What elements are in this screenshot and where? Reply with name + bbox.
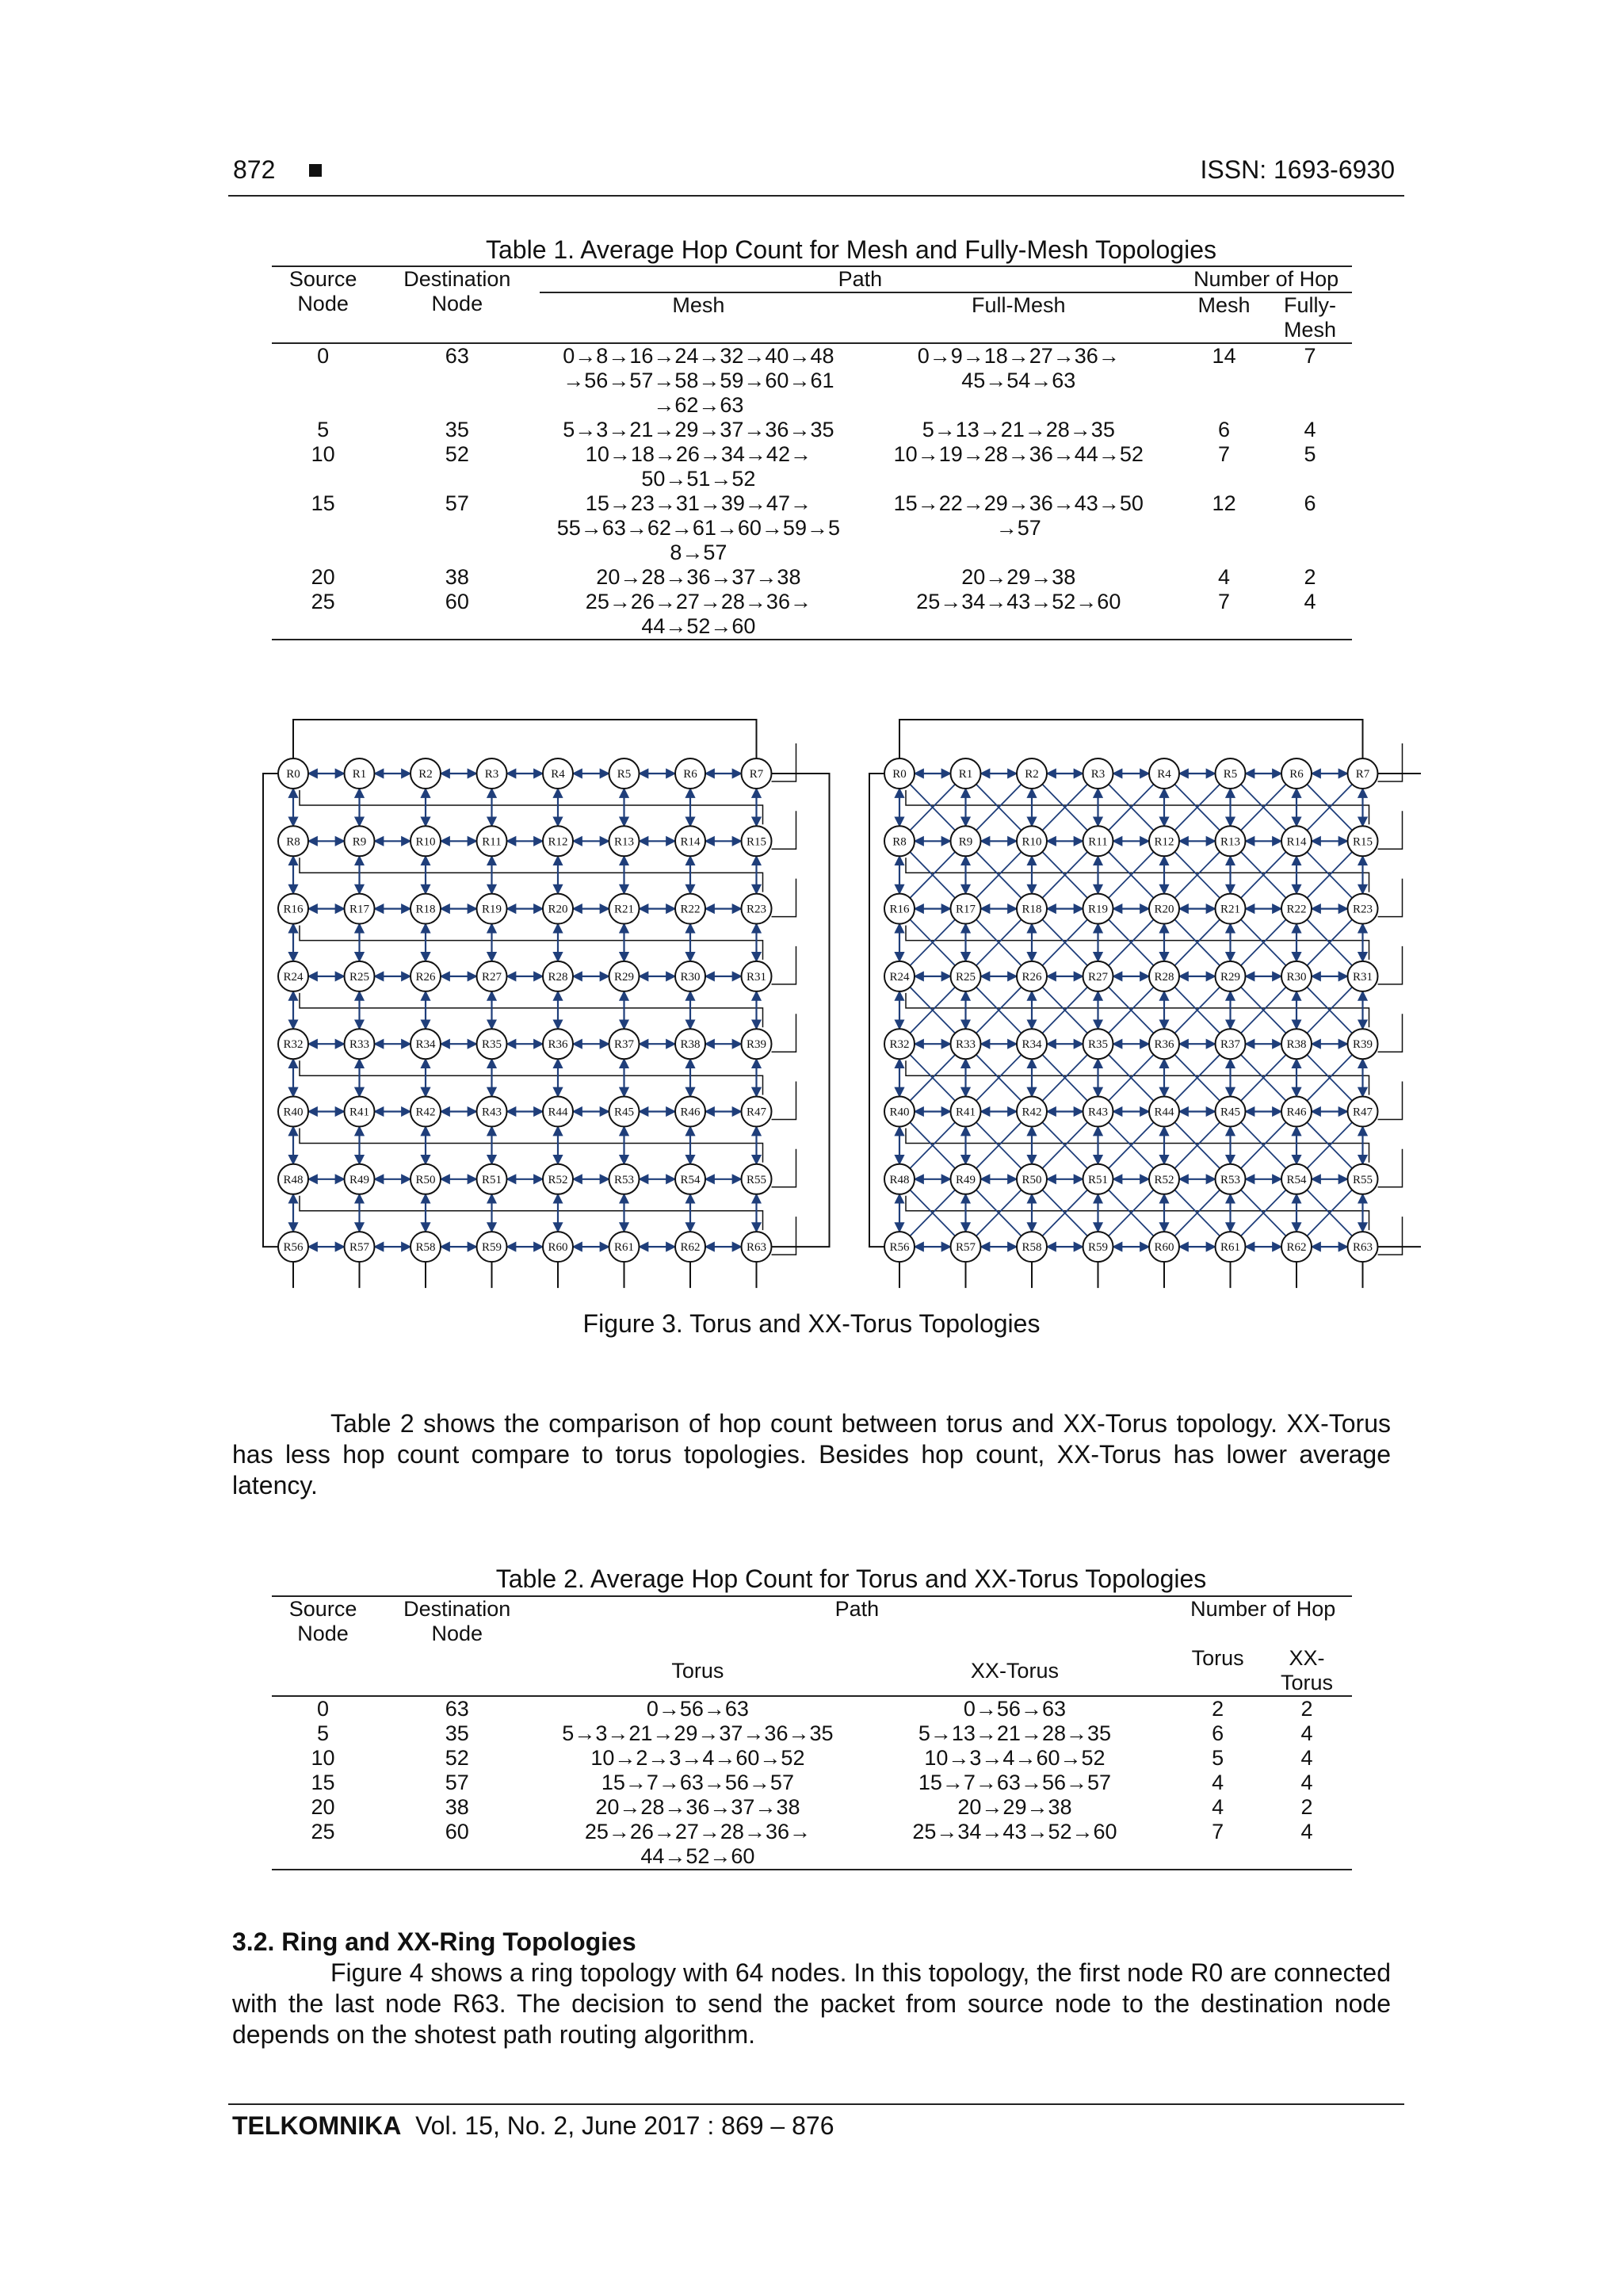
router-node-label: R9	[352, 835, 367, 849]
router-node-label: R54	[680, 1173, 701, 1186]
cell-source: 5	[317, 1721, 330, 1745]
footer	[232, 2111, 834, 2141]
router-node-label: R38	[680, 1038, 701, 1052]
wraparound-link-left	[263, 774, 278, 1247]
router-node-label: R44	[1154, 1106, 1174, 1119]
router-node-label: R20	[1154, 903, 1174, 916]
cell-destination: 38	[445, 565, 469, 589]
table2-header-torus: Torus	[540, 1646, 855, 1696]
column-wrap-link	[906, 1060, 1369, 1095]
router-node-label: R26	[415, 970, 436, 984]
table1-header-destination: Destination Node	[374, 266, 540, 343]
router-node-label: R35	[1087, 1038, 1109, 1052]
column-wrap-link	[906, 926, 1369, 960]
table1	[272, 266, 1352, 640]
cell-path-mesh: 20→28→36→37→38	[596, 565, 801, 589]
square-bullet-icon	[309, 164, 322, 177]
table1-header-full-mesh: Full-Mesh	[857, 292, 1180, 343]
cell-path-full-mesh: 25→34→43→52→60	[857, 590, 1180, 640]
table2-header-number-of-hop: Number of Hop	[1174, 1596, 1352, 1646]
router-node-label: R13	[1220, 835, 1241, 849]
router-node-label: R25	[349, 970, 370, 984]
cell-path-torus: 10→2→3→4→60→52	[590, 1746, 805, 1770]
table-row	[272, 491, 1352, 565]
router-node-label: R4	[1157, 768, 1171, 781]
column-wrap-link	[300, 993, 763, 1027]
issn: ISSN: 1693-6930	[1200, 155, 1395, 184]
cell-destination: 52	[445, 1746, 469, 1770]
table1-header-number-of-hop: Number of Hop	[1180, 266, 1352, 292]
router-node-label: R8	[286, 835, 300, 849]
cell-hop-mesh: 12	[1212, 491, 1236, 515]
cell-path-mesh: 10→18→26→34→42→ 50→51→52	[585, 442, 812, 491]
table-row	[272, 1696, 1352, 1721]
table1-caption: Table 1. Average Hop Count for Mesh and Fully-Mesh Topologies	[485, 235, 1216, 264]
router-node-label: R41	[349, 1106, 370, 1119]
cell-source: 20	[311, 565, 335, 589]
router-node-label: R31	[1352, 970, 1373, 984]
router-node-label: R36	[1154, 1038, 1174, 1052]
paragraph-ring-topology	[232, 1958, 1391, 2050]
router-node-label: R48	[889, 1173, 910, 1186]
column-wrap-link	[300, 1196, 763, 1230]
footer-rule	[228, 2103, 1404, 2105]
router-node-label: R16	[889, 903, 910, 916]
table2-header-xx-torus: XX-Torus	[855, 1646, 1174, 1696]
column-wrap-link	[300, 1129, 763, 1163]
figure3-caption: Figure 3. Torus and XX-Torus Topologies	[582, 1309, 1041, 1338]
router-node-label: R41	[955, 1106, 976, 1119]
router-node-label: R42	[415, 1106, 436, 1119]
router-node-label: R0	[286, 768, 300, 781]
router-node-label: R15	[1352, 835, 1373, 849]
router-node-label: R37	[613, 1038, 635, 1052]
router-node-label: R19	[481, 903, 502, 916]
cell-path-full-mesh: 10→19→28→36→44→52	[893, 442, 1144, 466]
router-node-label: R1	[958, 768, 973, 781]
table1-header-path: Path	[540, 266, 1180, 292]
cell-hop-xx-torus: 4	[1300, 1721, 1313, 1745]
router-node-label: R44	[548, 1106, 568, 1119]
router-node-label: R7	[1355, 768, 1370, 781]
column-wrap-link	[300, 1060, 763, 1095]
column-wrap-link	[906, 790, 1369, 824]
journal-info: Vol. 15, No. 2, June 2017 : 869 – 876	[415, 2111, 834, 2140]
cell-source: 20	[311, 1795, 335, 1819]
router-node-label: R18	[415, 903, 436, 916]
router-node-label: R11	[1088, 835, 1108, 849]
router-node-label: R58	[1022, 1241, 1042, 1255]
wraparound-link-top	[293, 720, 757, 758]
router-node-label: R46	[1286, 1106, 1307, 1119]
column-wrap-link	[906, 858, 1369, 892]
cell-path-xx-torus: 25→34→43→52→60	[855, 1820, 1174, 1870]
figure3-torus-diagrams	[232, 704, 1421, 1290]
router-node-label: R47	[746, 1106, 767, 1119]
router-node-label: R32	[889, 1038, 910, 1052]
router-node-label: R12	[1154, 835, 1174, 849]
cell-path-xx-torus: 15→7→63→56→57	[918, 1771, 1112, 1794]
cell-hop-torus: 2	[1212, 1697, 1224, 1721]
cell-hop-torus: 7	[1174, 1820, 1262, 1870]
router-node-label: R42	[1022, 1106, 1042, 1119]
router-node-label: R63	[1352, 1241, 1373, 1255]
router-node-label: R20	[548, 903, 568, 916]
wraparound-link-left	[869, 774, 884, 1247]
router-node-label: R3	[484, 768, 499, 781]
table-row	[272, 343, 1352, 418]
router-node-label: R59	[1087, 1241, 1109, 1255]
row-wrap-link	[772, 1217, 796, 1255]
router-node-label: R33	[955, 1038, 976, 1052]
cell-path-mesh: 5→3→21→29→37→36→35	[563, 418, 834, 441]
router-node-label: R48	[283, 1173, 304, 1186]
cell-path-torus: 15→7→63→56→57	[601, 1771, 794, 1794]
router-node-label: R52	[1154, 1173, 1174, 1186]
row-wrap-link	[1378, 743, 1403, 781]
table1-header-hop-mesh: Mesh	[1180, 292, 1268, 343]
cell-path-full-mesh: 5→13→21→28→35	[922, 418, 1115, 441]
cell-path-mesh: 25→26→27→28→36→ 44→52→60	[540, 590, 857, 640]
router-node-label: R39	[1352, 1038, 1373, 1052]
router-node-label: R0	[892, 768, 907, 781]
router-node-label: R23	[746, 903, 767, 916]
router-node-label: R36	[548, 1038, 568, 1052]
table-row	[272, 565, 1352, 590]
router-node-label: R55	[746, 1173, 767, 1186]
cell-hop-mesh: 6	[1218, 418, 1231, 441]
column-wrap-link	[300, 926, 763, 960]
cell-path-torus: 0→56→63	[646, 1697, 749, 1721]
router-node-label: R40	[283, 1106, 304, 1119]
router-node-label: R46	[680, 1106, 701, 1119]
cell-hop-xx-torus: 2	[1300, 1795, 1313, 1819]
cell-hop-xx-torus: 4	[1300, 1771, 1313, 1794]
cell-path-torus: 5→3→21→29→37→36→35	[562, 1721, 834, 1745]
router-node-label: R10	[1022, 835, 1042, 849]
router-node-label: R62	[680, 1241, 701, 1255]
router-node-label: R47	[1352, 1106, 1373, 1119]
router-node-label: R57	[955, 1241, 976, 1255]
cell-source: 25	[272, 1820, 374, 1870]
running-header-left	[233, 155, 322, 185]
cell-destination: 57	[445, 1771, 469, 1794]
row-wrap-link	[1378, 811, 1403, 849]
paragraph-table2-intro	[232, 1408, 1391, 1501]
cell-path-torus: 20→28→36→37→38	[595, 1795, 800, 1819]
cell-path-mesh: 15→23→31→39→47→ 55→63→62→61→60→59→5 8→57	[556, 491, 840, 564]
page-number: 872	[233, 155, 276, 184]
cell-source: 15	[311, 1771, 335, 1794]
row-wrap-link	[1378, 1014, 1403, 1052]
row-wrap-link	[772, 946, 796, 984]
router-node-label: R27	[481, 970, 502, 984]
table1-header-hop-fully-mesh: Fully-Mesh	[1268, 292, 1352, 343]
cell-destination: 35	[445, 418, 469, 441]
journal-name: TELKOMNIKA	[232, 2111, 402, 2140]
router-node-label: R59	[481, 1241, 502, 1255]
router-node-label: R57	[349, 1241, 370, 1255]
cell-destination: 63	[445, 344, 469, 368]
cell-path-xx-torus: 0→56→63	[963, 1697, 1066, 1721]
router-node-label: R61	[613, 1241, 635, 1255]
cell-hop-xx-torus: 4	[1262, 1820, 1352, 1870]
router-node-label: R34	[415, 1038, 436, 1052]
table2-header-source: Source Node	[272, 1596, 374, 1646]
router-node-label: R2	[418, 768, 433, 781]
table2-header-hop-torus: Torus	[1174, 1646, 1262, 1696]
cell-hop-xx-torus: 4	[1300, 1746, 1313, 1770]
router-node-label: R34	[1022, 1038, 1042, 1052]
cell-source: 0	[317, 1697, 330, 1721]
column-wrap-link	[300, 790, 763, 824]
table-row	[272, 1820, 1352, 1870]
table-row	[272, 590, 1352, 640]
router-node-label: R55	[1352, 1173, 1373, 1186]
cell-hop-torus: 5	[1212, 1746, 1224, 1770]
row-wrap-link	[772, 743, 796, 781]
table2	[272, 1595, 1352, 1870]
row-wrap-link	[1378, 946, 1403, 984]
router-node-label: R14	[1286, 835, 1307, 849]
cell-path-mesh: 0→8→16→24→32→40→48 →56→57→58→59→60→61 →62→63	[563, 344, 834, 417]
router-node-label: R49	[955, 1173, 976, 1186]
router-node-label: R22	[1286, 903, 1307, 916]
column-wrap-link	[300, 858, 763, 892]
cell-hop-full-mesh: 2	[1304, 565, 1316, 589]
table-row	[272, 1746, 1352, 1771]
router-node-label: R27	[1087, 970, 1109, 984]
router-node-label: R37	[1220, 1038, 1241, 1052]
row-wrap-link	[772, 879, 796, 917]
cell-hop-xx-torus: 2	[1300, 1697, 1313, 1721]
router-node-label: R28	[548, 970, 568, 984]
cell-hop-torus: 4	[1212, 1771, 1224, 1794]
router-node-label: R63	[746, 1241, 767, 1255]
router-node-label: R26	[1022, 970, 1042, 984]
cell-source: 15	[311, 491, 335, 515]
paragraph-text: Table 2 shows the comparison of hop count between torus and XX-Torus topology. XX-Torus has less hop count compare to torus topologies. Besides hop count, XX-Torus has lower average latency.	[232, 1409, 1391, 1499]
column-wrap-link	[906, 1196, 1369, 1230]
cell-destination: 60	[374, 1820, 540, 1870]
router-node-label: R2	[1025, 768, 1039, 781]
row-wrap-link	[772, 1149, 796, 1187]
router-node-label: R14	[680, 835, 701, 849]
table1-header-mesh: Mesh	[540, 292, 857, 343]
router-node-label: R5	[1223, 768, 1238, 781]
router-node-label: R30	[1286, 970, 1307, 984]
router-node-label: R7	[749, 768, 764, 781]
cell-hop-mesh: 14	[1212, 344, 1236, 368]
xx-torus-diagram	[869, 720, 1421, 1288]
cell-hop-torus: 6	[1212, 1721, 1224, 1745]
router-node-label: R35	[481, 1038, 502, 1052]
table-row	[272, 1721, 1352, 1746]
cell-destination: 57	[445, 491, 469, 515]
wraparound-link-top	[899, 720, 1363, 758]
router-node-label: R43	[1087, 1106, 1109, 1119]
cell-hop-mesh: 7	[1180, 590, 1268, 640]
router-node-label: R45	[1220, 1106, 1241, 1119]
router-node-label: R50	[1022, 1173, 1042, 1186]
router-node-label: R60	[548, 1241, 568, 1255]
router-node-label: R15	[746, 835, 767, 849]
router-node-label: R8	[892, 835, 907, 849]
cell-path-xx-torus: 20→29→38	[957, 1795, 1072, 1819]
cell-hop-full-mesh: 5	[1304, 442, 1316, 466]
router-node-label: R17	[349, 903, 370, 916]
cell-hop-full-mesh: 6	[1304, 491, 1316, 515]
header-rule	[228, 195, 1404, 197]
table-row	[272, 418, 1352, 442]
router-node-label: R28	[1154, 970, 1174, 984]
cell-path-xx-torus: 10→3→4→60→52	[924, 1746, 1106, 1770]
router-node-label: R22	[680, 903, 701, 916]
router-node-label: R43	[481, 1106, 502, 1119]
router-node-label: R6	[1289, 768, 1304, 781]
row-wrap-link	[772, 1014, 796, 1052]
table-row	[272, 442, 1352, 491]
cell-hop-full-mesh: 4	[1304, 418, 1316, 441]
cell-hop-torus: 4	[1212, 1795, 1224, 1819]
row-wrap-link	[1378, 879, 1403, 917]
table2-header-destination: Destination Node	[374, 1596, 540, 1646]
cell-source: 25	[272, 590, 374, 640]
router-node-label: R53	[1220, 1173, 1241, 1186]
router-node-label: R52	[548, 1173, 568, 1186]
cell-destination: 38	[445, 1795, 469, 1819]
router-node-label: R39	[746, 1038, 767, 1052]
router-node-label: R56	[889, 1241, 910, 1255]
row-wrap-link	[1378, 1082, 1403, 1120]
router-node-label: R62	[1286, 1241, 1307, 1255]
cell-source: 0	[317, 344, 330, 368]
router-node-label: R53	[613, 1173, 635, 1186]
router-node-label: R38	[1286, 1038, 1307, 1052]
torus-diagram	[263, 720, 830, 1288]
router-node-label: R17	[955, 903, 976, 916]
table2-header-hop-xx-torus: XX-Torus	[1262, 1646, 1352, 1696]
router-node-label: R5	[617, 768, 632, 781]
row-wrap-link	[1378, 1217, 1403, 1255]
router-node-label: R3	[1090, 768, 1106, 781]
router-node-label: R25	[955, 970, 976, 984]
router-node-label: R45	[613, 1106, 635, 1119]
cell-path-full-mesh: 15→22→29→36→43→50 →57	[893, 491, 1144, 540]
router-node-label: R58	[415, 1241, 436, 1255]
column-wrap-link	[906, 993, 1369, 1027]
router-node-label: R10	[415, 835, 436, 849]
paragraph-text: Figure 4 shows a ring topology with 64 nodes. In this topology, the first node R0 are connected with the last node R63. The decision to send the packet from source node to the destination node depends on the shotest path routing algorithm.	[232, 1958, 1391, 2049]
row-wrap-link	[1378, 1149, 1403, 1187]
router-node-label: R13	[613, 835, 635, 849]
router-node-label: R54	[1286, 1173, 1307, 1186]
table2-caption: Table 2. Average Hop Count for Torus and XX-Torus Topologies	[495, 1564, 1207, 1593]
router-node-label: R21	[1220, 903, 1241, 916]
cell-destination: 63	[445, 1697, 469, 1721]
table-row	[272, 1795, 1352, 1820]
router-node-label: R32	[283, 1038, 304, 1052]
router-node-label: R51	[481, 1173, 502, 1186]
wraparound-link-right	[1378, 774, 1422, 1247]
cell-destination: 52	[445, 442, 469, 466]
router-node-label: R9	[958, 835, 973, 849]
cell-hop-mesh: 4	[1218, 565, 1231, 589]
router-node-label: R23	[1352, 903, 1373, 916]
router-node-label: R60	[1154, 1241, 1174, 1255]
router-node-label: R24	[283, 970, 304, 984]
router-node-label: R6	[683, 768, 697, 781]
router-node-label: R12	[548, 835, 568, 849]
cell-hop-full-mesh: 7	[1304, 344, 1316, 368]
router-node-label: R21	[613, 903, 635, 916]
router-node-label: R61	[1220, 1241, 1241, 1255]
router-node-label: R29	[613, 970, 635, 984]
router-node-label: R19	[1087, 903, 1109, 916]
router-node-label: R31	[746, 970, 767, 984]
cell-hop-full-mesh: 4	[1268, 590, 1352, 640]
router-node-label: R4	[551, 768, 565, 781]
router-node-label: R56	[283, 1241, 304, 1255]
router-node-label: R18	[1022, 903, 1042, 916]
router-node-label: R16	[283, 903, 304, 916]
router-node-label: R40	[889, 1106, 910, 1119]
cell-path-full-mesh: 20→29→38	[961, 565, 1076, 589]
router-node-label: R29	[1220, 970, 1241, 984]
row-wrap-link	[772, 1082, 796, 1120]
cell-hop-mesh: 7	[1218, 442, 1231, 466]
router-node-label: R1	[352, 768, 367, 781]
cell-path-torus: 25→26→27→28→36→ 44→52→60	[540, 1820, 855, 1870]
cell-source: 10	[311, 1746, 335, 1770]
section-heading: 3.2. Ring and XX-Ring Topologies	[232, 1927, 636, 1956]
table1-header-source: Source Node	[272, 266, 374, 343]
router-node-label: R30	[680, 970, 701, 984]
table-row	[272, 1771, 1352, 1795]
column-wrap-link	[906, 1129, 1369, 1163]
router-node-label: R51	[1087, 1173, 1109, 1186]
cell-path-xx-torus: 5→13→21→28→35	[918, 1721, 1112, 1745]
router-node-label: R24	[889, 970, 910, 984]
row-wrap-link	[772, 811, 796, 849]
cell-destination: 35	[445, 1721, 469, 1745]
router-node-label: R50	[415, 1173, 436, 1186]
cell-source: 10	[311, 442, 335, 466]
cell-path-full-mesh: 0→9→18→27→36→ 45→54→63	[917, 344, 1120, 392]
wraparound-link-right	[772, 774, 830, 1247]
router-node-label: R49	[349, 1173, 370, 1186]
router-node-label: R33	[349, 1038, 370, 1052]
router-node-label: R11	[482, 835, 502, 849]
table2-header-path: Path	[540, 1596, 1174, 1646]
cell-source: 5	[317, 418, 330, 441]
cell-destination: 60	[374, 590, 540, 640]
